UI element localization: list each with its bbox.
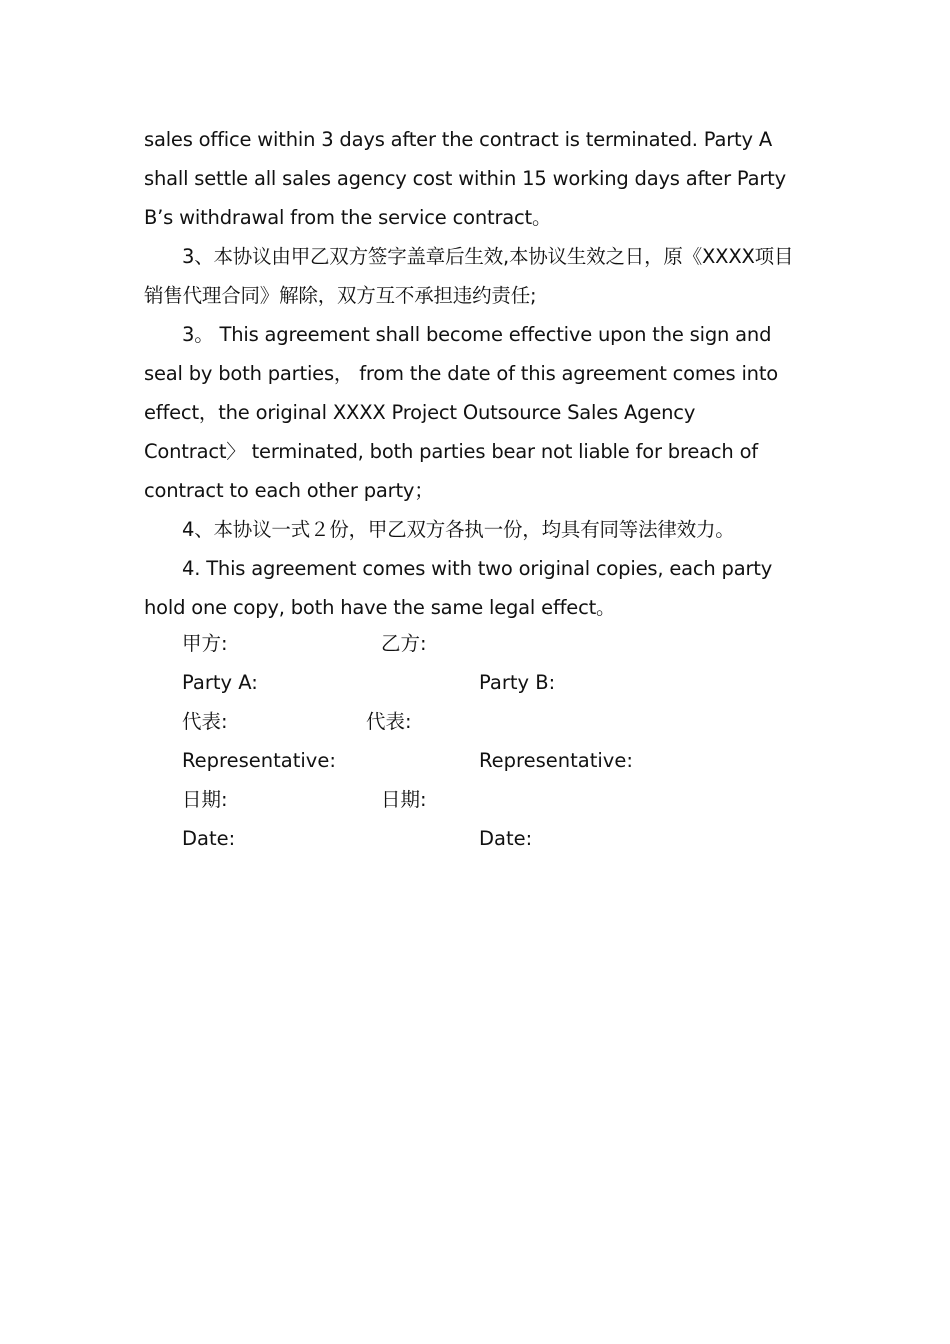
- paragraph-termination-en: sales office within 3 days after the contract is terminated. Party A shall settle all sales agency cost within 15 working days after Party B’s withdrawal from the service contract。: [144, 128, 786, 229]
- rep-a-label-cn: 代表:: [182, 710, 228, 733]
- agreement-body: [144, 120, 794, 627]
- rep-b-label-cn: 代表:: [366, 710, 412, 733]
- date-a-label-cn: 日期:: [182, 788, 228, 811]
- paragraph-clause-4-cn: 4、本协议一式２份，甲乙双方各执一份，均具有同等法律效力。: [182, 518, 735, 541]
- signature-block: [0, 624, 950, 858]
- signature-row-rep-cn: [0, 702, 950, 741]
- rep-b-label-en: Representative:: [479, 749, 633, 772]
- signature-row-party-cn: [0, 624, 950, 663]
- party-a-label-en: Party A:: [182, 671, 258, 694]
- signature-row-rep-en: [0, 741, 950, 780]
- party-b-label-en: Party B:: [479, 671, 556, 694]
- paragraph-clause-3-cn: 3、本协议由甲乙双方签字盖章后生效,本协议生效之日，原《XXXX项目销售代理合同》解除，双方互不承担违约责任;: [144, 245, 794, 307]
- signature-row-date-cn: [0, 780, 950, 819]
- date-b-label-cn: 日期:: [381, 788, 427, 811]
- party-b-label-cn: 乙方:: [381, 632, 427, 655]
- paragraph-clause-4-en: 4. This agreement comes with two original copies, each party hold one copy, both have the same legal effect。: [144, 557, 773, 619]
- paragraph-clause-3-en: 3。 This agreement shall become effective upon the sign and seal by both parties， from the date of this agreement comes into effect，the original XXXX Project Outsource Sales Agency Contract〉 terminated, both parties bear not liable for breach of contract to each other party；: [144, 323, 778, 502]
- signature-row-date-en: [0, 819, 950, 858]
- date-b-label-en: Date:: [479, 827, 533, 850]
- rep-a-label-en: Representative:: [182, 749, 336, 772]
- party-a-label-cn: 甲方:: [182, 632, 228, 655]
- date-a-label-en: Date:: [182, 827, 236, 850]
- signature-row-party-en: [0, 663, 950, 702]
